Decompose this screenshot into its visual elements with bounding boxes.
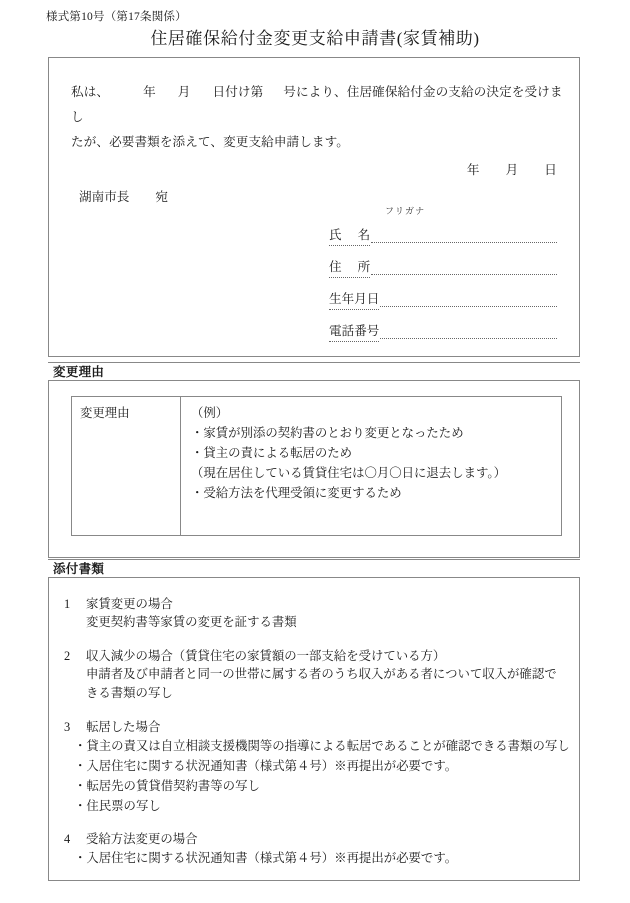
attachment-number: 4 [64,832,71,847]
submission-month-label: 月 [505,163,519,177]
furigana-label: フリガナ [385,206,426,216]
reason-example-2: ・貸主の責による転居のため [191,446,353,461]
declaration-line-2: たが、必要書類を添えて、変更支給申請します。 [71,135,350,150]
address-input[interactable] [371,273,557,275]
address-label: 住 所 [329,256,370,278]
attachments-list [48,594,580,881]
declaration-year-label: 年 [143,85,156,99]
submission-year-label: 年 [466,163,480,177]
reason-table [71,396,562,536]
submission-date-line [467,159,557,178]
attachment-bullet: ・住民票の写し [74,799,161,814]
attachment-body: 申請者及び申請者と同一の世帯に属する者のうち収入がある者について収入が確認できる書類の写し [86,666,557,701]
birthdate-input[interactable] [380,305,557,307]
reason-row-label: 変更理由 [72,397,181,535]
declaration-intro: 私は、 [71,85,110,99]
attachment-item [60,829,566,868]
attachment-number: 3 [64,719,71,734]
section-header-reason: 変更理由 [48,362,580,381]
phone-input[interactable] [380,337,557,339]
attachment-title: 家賃変更の場合 [86,597,173,611]
attachment-title: 転居した場合 [86,719,161,734]
reason-examples-cell[interactable] [181,397,561,535]
attachment-item [60,594,566,633]
name-input[interactable] [371,241,557,243]
attachment-title: 収入減少の場合（賃貸住宅の家賃額の一部支給を受けている方） [86,648,446,663]
attachment-item [60,646,566,704]
birthdate-label: 生年月日 [329,288,379,310]
phone-field-row [329,314,557,342]
applicant-fields [329,204,557,342]
reason-example-4: ・受給方法を代理受領に変更するため [191,486,402,501]
page-title: 住居確保給付金変更支給申請書(家賃補助) [150,29,480,48]
reason-example-3: （現在居住している賃貸住宅は〇月〇日に退去します。） [191,466,506,481]
attachment-bullet: ・入居住宅に関する状況通知書（様式第４号）※再提出が必要です。 [74,758,458,773]
addressee [79,186,168,205]
reason-example-heading: （例） [191,406,229,420]
attachment-bullet: ・入居住宅に関する状況通知書（様式第４号）※再提出が必要です。 [74,851,458,866]
declaration-line-1 [71,80,563,130]
address-field-row [329,250,557,278]
declaration-statement [71,80,563,156]
declaration-month-label: 月 [177,85,191,99]
applicant-declaration-frame [48,57,580,357]
addressee-suffix: 宛 [155,190,168,204]
attachment-body: 変更契約書等家賃の変更を証する書類 [86,615,297,629]
submission-day-label: 日 [544,163,557,177]
attachment-item [60,717,570,816]
birthdate-field-row [329,282,557,310]
section-header-attachments: 添付書類 [48,559,580,578]
declaration-rest: 号により、住居確保給付金の支給の決定を受けまし [71,85,563,125]
attachment-bullet: ・転居先の賃貸借契約書等の写し [74,778,260,793]
attachment-bullets [74,848,566,868]
attachment-title: 受給方法変更の場合 [86,832,198,847]
attachment-number: 1 [64,597,71,611]
name-label: 氏 名 [329,224,370,246]
attachment-bullet: ・貸主の責又は自立相談支援機関等の指導による転居であることが確認できる書類の写し [74,738,570,753]
attachment-number: 2 [64,648,71,663]
addressee-name: 湖南市長 [79,190,130,204]
reason-example-1: ・家賃が別添の契約書のとおり変更となったため [191,426,464,441]
form-number: 様式第10号（第17条関係） [46,11,187,23]
declaration-day-number-label: 日付け第 [212,85,264,99]
attachment-bullets [74,736,570,816]
name-field-row [329,218,557,246]
phone-label: 電話番号 [329,320,379,342]
